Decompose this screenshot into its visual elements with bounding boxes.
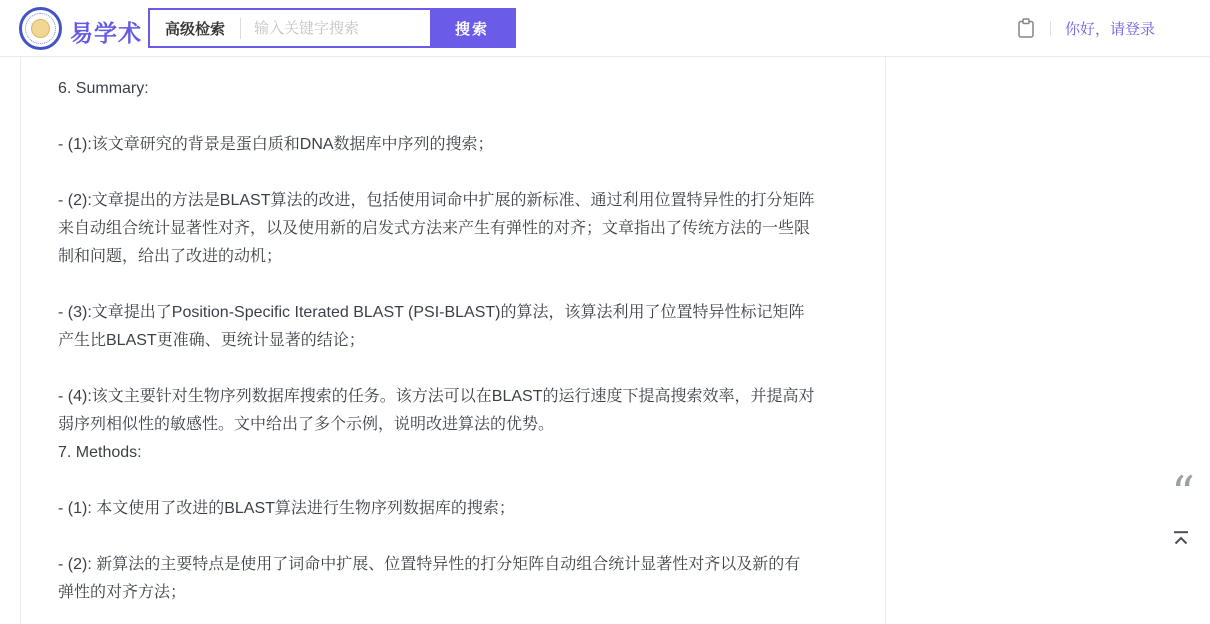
- content-text-line: 7. Methods:: [58, 444, 142, 461]
- site-logo[interactable]: [19, 7, 62, 50]
- quotation-mark-icon[interactable]: “: [1171, 469, 1195, 503]
- content-text-line: - (4):该文主要针对生物序列数据库搜索的任务。该方法可以在BLAST的运行速度下提高搜索效率，并提高对弱序列相似性的敏感性。文中给出了多个示例，说明改进算法的优势。: [58, 388, 815, 433]
- document-panel: [20, 57, 886, 624]
- blank-line: [58, 271, 815, 299]
- summary-text-block: [21, 57, 885, 607]
- blank-line: [58, 103, 815, 131]
- blank-line: [58, 523, 815, 551]
- blank-line: [58, 467, 815, 495]
- search-bar: [148, 8, 516, 48]
- search-input[interactable]: [241, 10, 430, 46]
- header: [0, 0, 1210, 57]
- content-text-line: - (1):该文章研究的背景是蛋白质和DNA数据库中序列的搜索；: [58, 136, 494, 153]
- logo-seal-center: [31, 19, 50, 38]
- content-text-line: - (1): 本文使用了改进的BLAST算法进行生物序列数据库的搜索；: [58, 500, 515, 517]
- header-right: [1016, 0, 1155, 56]
- content-text-line: 6. Summary:: [58, 80, 149, 97]
- content-text-line: - (2):文章提出的方法是BLAST算法的改进，包括使用词命中扩展的新标准、通过利用位置特异性的打分矩阵来自动组合统计显著性对齐，以及使用新的启发式方法来产生有弹性的对齐；文章指出了传统方法的一些限制和问题，给出了改进的动机；: [58, 192, 815, 265]
- clipboard-icon[interactable]: [1016, 17, 1036, 39]
- logo-seal-ring: [25, 13, 56, 44]
- header-divider: [1050, 21, 1051, 36]
- brand-title[interactable]: 易学术: [70, 20, 142, 46]
- content-text-line: - (3):文章提出了Position-Specific Iterated BLAST (PSI-BLAST)的算法，该算法利用了位置特异性标记矩阵产生比BLAST更准确、更统计显著的结论；: [58, 304, 805, 349]
- blank-line: [58, 355, 815, 383]
- content-text-line: - (2): 新算法的主要特点是使用了词命中扩展、位置特异性的打分矩阵自动组合统计显著性对齐以及新的有弹性的对齐方法；: [58, 556, 801, 601]
- login-link[interactable]: 你好，请登录: [1064, 20, 1155, 38]
- back-to-top-icon[interactable]: [1169, 528, 1193, 550]
- blank-line: [58, 159, 815, 187]
- advanced-search-button[interactable]: 高级检索: [165, 20, 226, 38]
- search-button[interactable]: 搜索: [430, 10, 514, 46]
